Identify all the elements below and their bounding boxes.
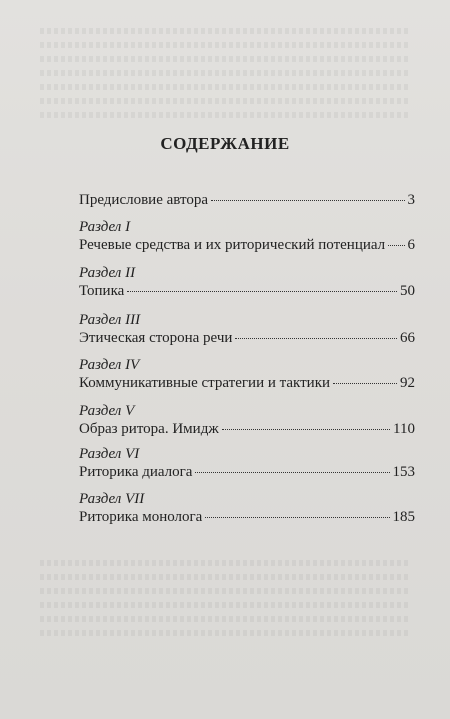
bleed-through	[40, 574, 410, 580]
toc-entry-title: Риторика диалога	[79, 464, 193, 480]
bleed-through	[40, 602, 410, 608]
toc-entry-preface	[79, 191, 415, 209]
toc-entry-page: 153	[392, 464, 415, 480]
leader-dots	[127, 291, 397, 292]
bleed-through	[40, 42, 410, 48]
leader-dots	[222, 429, 390, 430]
leader-dots	[205, 517, 389, 518]
leader-dots	[195, 472, 389, 473]
leader-dots	[333, 383, 397, 384]
bleed-through	[40, 112, 410, 118]
page-title: СОДЕРЖАНИЕ	[160, 134, 290, 153]
toc-entry-title: Коммуникативные стратегии и тактики	[79, 375, 331, 391]
toc-entry-page: 185	[392, 509, 415, 525]
section-label: Раздел I	[79, 219, 131, 235]
section-label: Раздел III	[79, 312, 141, 328]
toc-entry-page: 50	[400, 283, 415, 299]
bleed-through	[40, 98, 410, 104]
toc-entry-title: Топика	[79, 283, 125, 299]
toc-entry-title: Этическая сторона речи	[79, 330, 233, 346]
toc-entry-page: 66	[400, 330, 415, 346]
leader-dots	[211, 200, 405, 201]
bleed-through	[40, 560, 410, 566]
toc-entry-section-5	[79, 402, 415, 438]
bleed-through	[40, 630, 410, 636]
section-label: Раздел VI	[79, 446, 140, 462]
bleed-through	[40, 28, 410, 34]
leader-dots	[235, 338, 397, 339]
toc-entry-section-1	[79, 218, 415, 254]
bleed-through	[40, 84, 410, 90]
toc-entry-title: Образ ритора. Имидж	[79, 421, 219, 437]
section-label: Раздел IV	[79, 357, 140, 373]
toc-entry-section-6	[79, 445, 415, 481]
bleed-through	[40, 588, 410, 594]
bleed-through	[40, 70, 410, 76]
toc-entry-section-3	[79, 311, 415, 347]
bleed-through	[40, 616, 410, 622]
toc-entry-page: 6	[407, 237, 415, 253]
section-label: Раздел VII	[79, 491, 145, 507]
bleed-through	[40, 56, 410, 62]
section-label: Раздел II	[79, 265, 136, 281]
toc-entry-title: Речевые средства и их риторический потенциал	[79, 237, 386, 253]
toc-entry-page: 92	[400, 375, 415, 391]
leader-dots	[388, 245, 404, 246]
toc-entry-section-4	[79, 356, 415, 392]
toc-entry-page: 3	[407, 192, 415, 208]
toc-entry-section-2	[79, 264, 415, 300]
toc-entry-section-7	[79, 490, 415, 526]
toc-entry-title: Предисловие автора	[79, 192, 208, 208]
section-label: Раздел V	[79, 403, 135, 419]
toc-entry-title: Риторика монолога	[79, 509, 203, 525]
toc-entry-page: 110	[393, 421, 415, 437]
